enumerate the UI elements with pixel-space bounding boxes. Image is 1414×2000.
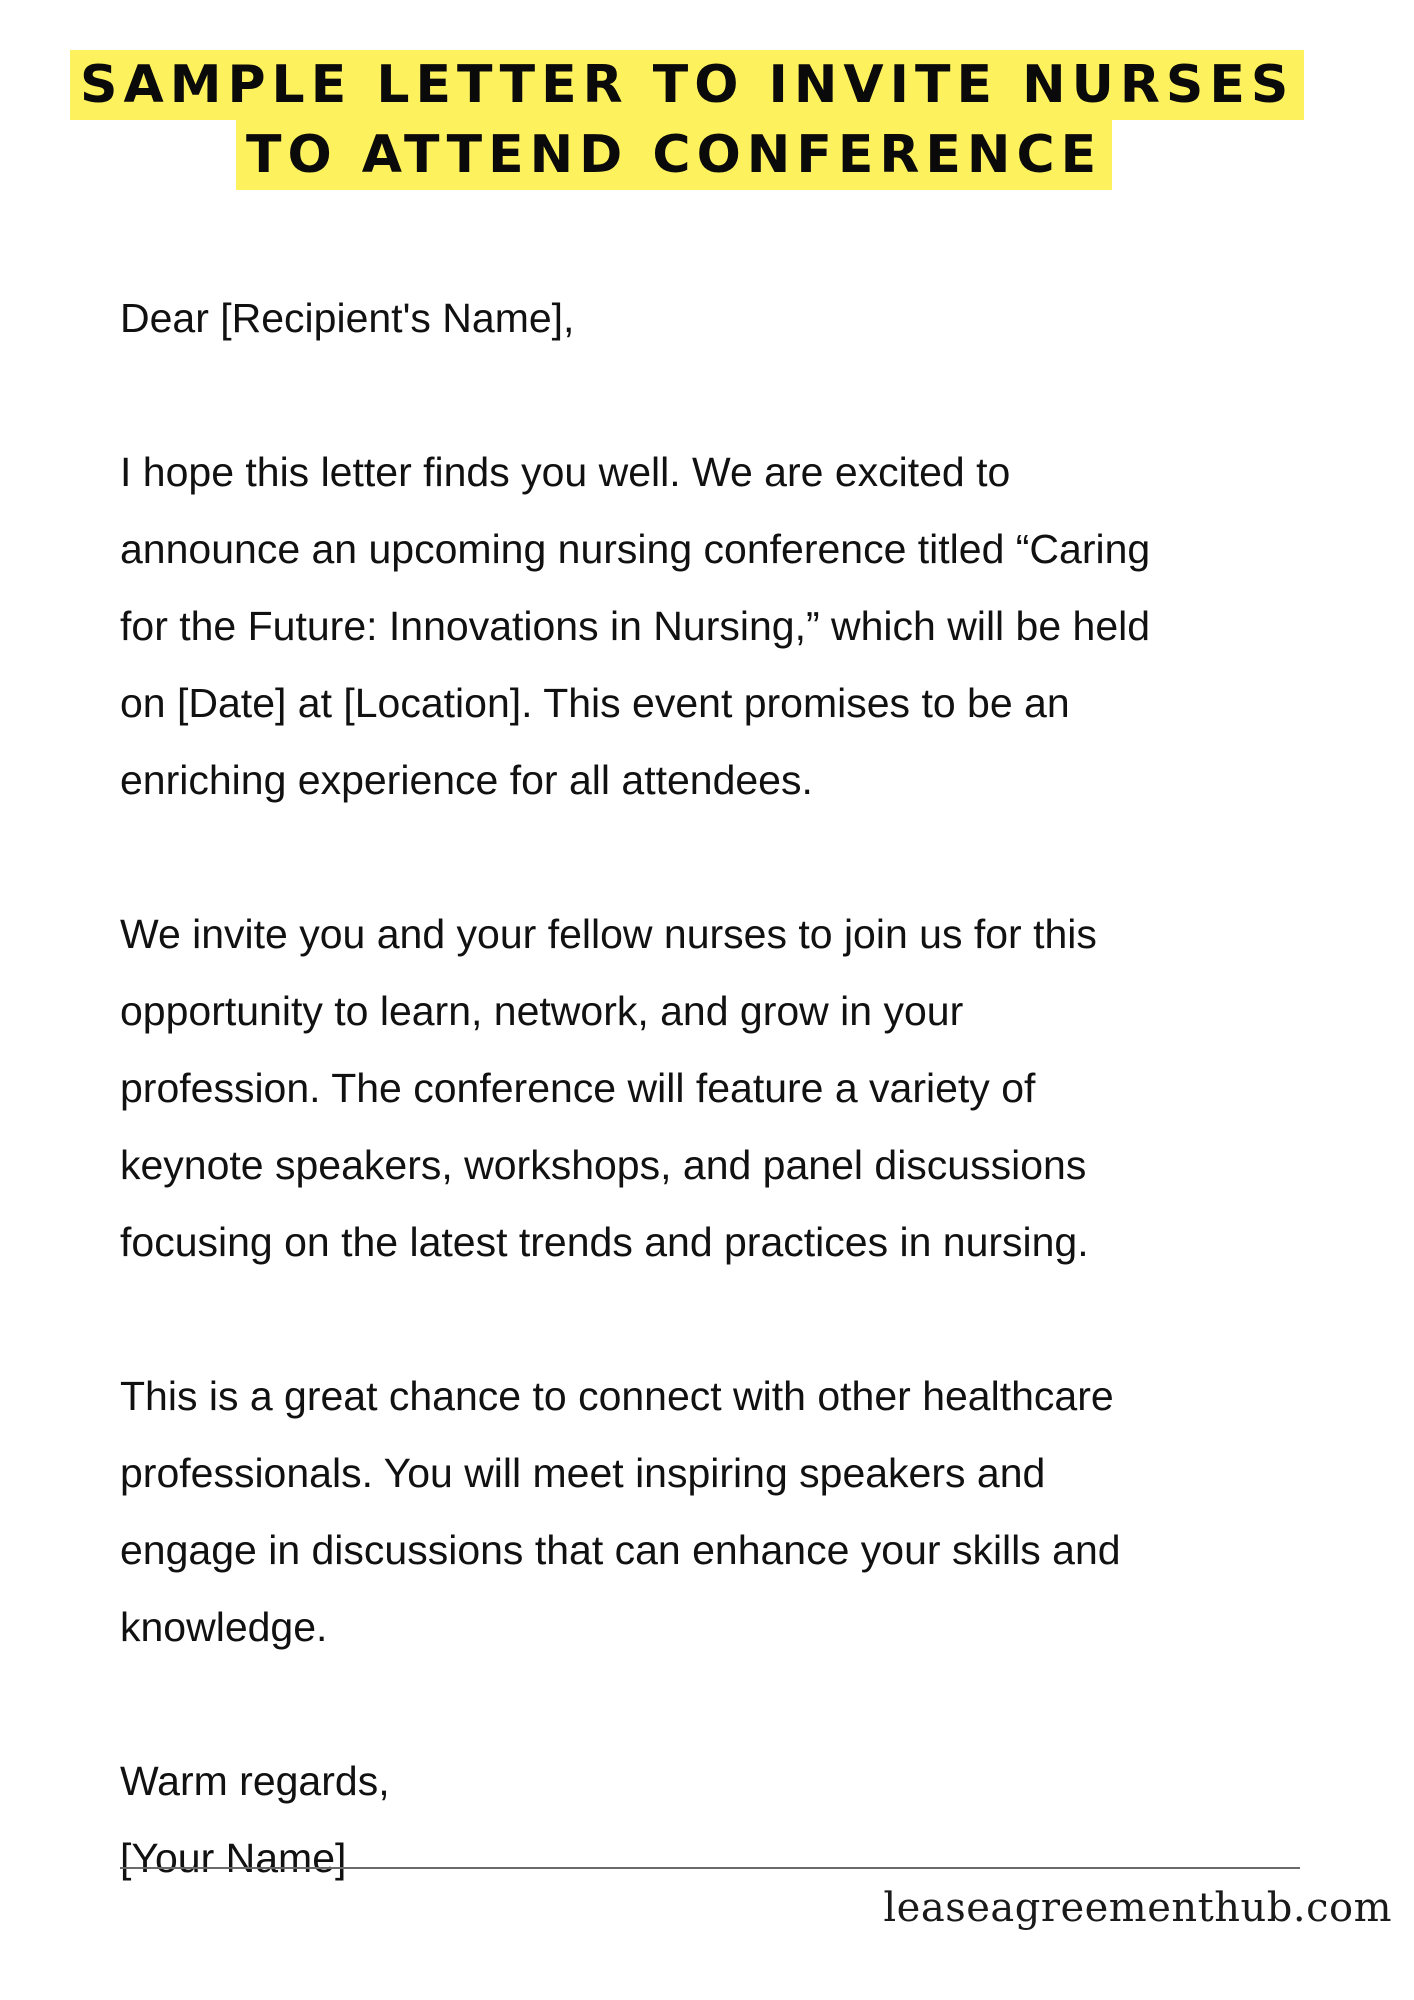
paragraph-line: opportunity to learn, network, and grow in your xyxy=(120,988,964,1034)
paragraph-1 xyxy=(120,434,1350,819)
paragraph-line: enriching experience for all attendees. xyxy=(120,757,813,803)
signature-name: [Your Name] xyxy=(120,1835,347,1881)
paragraph-line: This is a great chance to connect with other healthcare xyxy=(120,1373,1114,1419)
footer-brand: leaseagreementhub.com xyxy=(883,1885,1392,1931)
closing-text: Warm regards, xyxy=(120,1758,390,1804)
letter-body xyxy=(120,280,1350,1897)
salutation xyxy=(120,280,1350,357)
paragraph-2 xyxy=(120,896,1350,1281)
paragraph-line: engage in discussions that can enhance your skills and xyxy=(120,1527,1121,1573)
paragraph-line: keynote speakers, workshops, and panel discussions xyxy=(120,1142,1087,1188)
title-line-1: SAMPLE LETTER TO INVITE NURSES xyxy=(70,50,1304,120)
salutation-text: Dear [Recipient's Name], xyxy=(120,295,575,341)
paragraph-line: focusing on the latest trends and practices in nursing. xyxy=(120,1219,1089,1265)
paragraph-line: I hope this letter finds you well. We are excited to xyxy=(120,449,1011,495)
paragraph-line: profession. The conference will feature a variety of xyxy=(120,1065,1036,1111)
title-line-2: TO ATTEND CONFERENCE xyxy=(236,120,1112,190)
paragraph-3 xyxy=(120,1358,1350,1666)
paragraph-line: for the Future: Innovations in Nursing,” which will be held xyxy=(120,603,1151,649)
paragraph-line: knowledge. xyxy=(120,1604,328,1650)
signature-rule xyxy=(120,1867,1300,1869)
paragraph-line: on [Date] at [Location]. This event promises to be an xyxy=(120,680,1070,726)
paragraph-line: We invite you and your fellow nurses to join us for this xyxy=(120,911,1097,957)
closing-block xyxy=(120,1743,1350,1897)
paragraph-line: professionals. You will meet inspiring speakers and xyxy=(120,1450,1046,1496)
paragraph-line: announce an upcoming nursing conference titled “Caring xyxy=(120,526,1151,572)
